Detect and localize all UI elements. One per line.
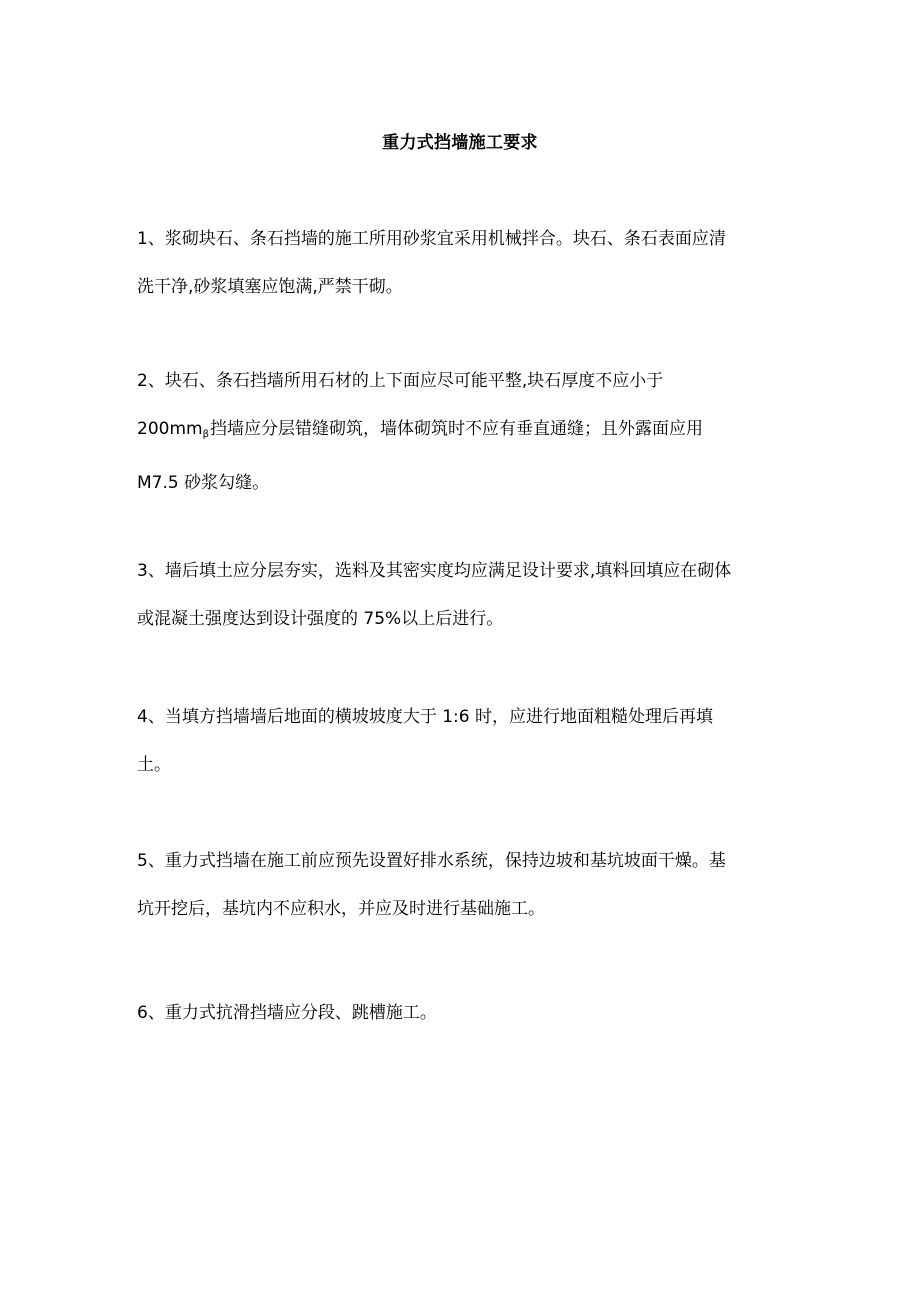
paragraph-6 [137, 989, 787, 1037]
subscript-mark: β [202, 429, 209, 440]
paragraph-line: 3、墙后填土应分层夯实，选料及其密实度均应满足设计要求,填料回填应在砌体 [137, 561, 732, 581]
paragraph-line: 2、块石、条石挡墙所用石材的上下面应尽可能平整,块石厚度不应小于 [137, 371, 664, 391]
paragraph-line: 5、重力式挡墙在施工前应预先设置好排水系统，保持边坡和基坑坡面干燥。基 [137, 851, 726, 871]
paragraph-2 [137, 357, 787, 507]
paragraph-line: 洗干净,砂浆填塞应饱满,严禁干砌。 [137, 277, 403, 297]
paragraph-line: 或混凝土强度达到设计强度的 75%以上后进行。 [137, 609, 504, 629]
paragraph-3 [137, 547, 787, 643]
dimension-text: 200mm [137, 419, 203, 439]
paragraph-line: 坑开挖后，基坑内不应积水，并应及时进行基础施工。 [137, 899, 545, 919]
paragraph-line: 土。 [137, 755, 171, 775]
document-title: 重力式挡墙施工要求 [382, 133, 538, 153]
paragraph-5 [137, 837, 787, 933]
paragraph-line [137, 405, 787, 459]
paragraph-line: M7.5 砂浆勾缝。 [137, 473, 270, 493]
line-text: 挡墙应分层错缝砌筑，墙体砌筑时不应有垂直通缝；且外露面应用 [209, 419, 703, 439]
paragraph-line: 1、浆砌块石、条石挡墙的施工所用砂浆宜采用机械拌合。块石、条石表面应清 [137, 229, 726, 249]
paragraph-line: 6、重力式抗滑挡墙应分段、跳槽施工。 [137, 1003, 437, 1023]
paragraph-1 [137, 215, 787, 311]
paragraph-4 [137, 693, 787, 789]
paragraph-line: 4、当填方挡墙墙后地面的横坡坡度大于 1:6 时，应进行地面粗糙处理后再填 [137, 707, 713, 727]
